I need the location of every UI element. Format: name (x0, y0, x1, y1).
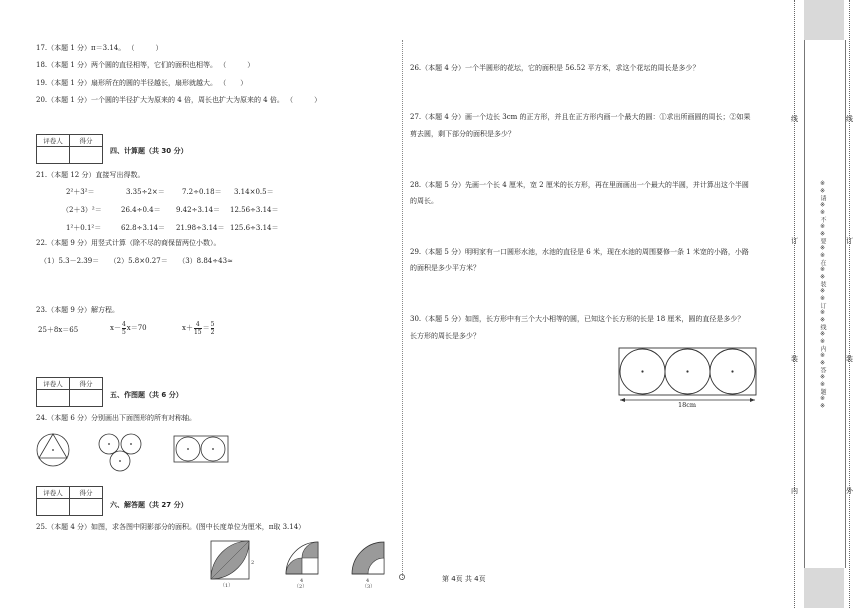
score-cell (70, 499, 103, 516)
calc-r3c4: 125.6÷3.14＝ (230, 224, 279, 232)
margin-char-ding-outer: 订 (791, 237, 798, 245)
question-26: 26.（本题 4 分）一个半圆形的花坛，它的面积是 56.52 平方米，求这个花坛的周长是多少？ (410, 64, 700, 72)
equation-3-numerator-1: 4 (195, 320, 200, 328)
calc-r3c1: 1²＋0.1²＝ (66, 224, 102, 232)
question-19: 19.（本题 1 分）扇形所在的圆的半径越长，扇形就越大。 （ ） (36, 79, 248, 87)
bottom-gray-band (804, 568, 844, 608)
question-21: 21.（本题 12 分）直接写出得数。 (36, 171, 145, 179)
fig3-label: （3） (362, 584, 376, 588)
question-29-line2: 的面积是多少平方米？ (410, 264, 480, 272)
calc-r2c3: 9.42÷3.14＝ (176, 206, 221, 214)
fig2-label: （2） (294, 584, 308, 588)
score-cell (70, 147, 103, 164)
circle-triangle-figure (34, 430, 74, 470)
question-17: 17.（本题 1 分）π＝3.14。 （ ） (36, 44, 163, 52)
score-table-section5 (36, 377, 103, 407)
margin-char-xian-inner: 线 (846, 115, 853, 123)
outer-dotted-line (794, 0, 795, 608)
section5-title: 五、作图题（共 6 分） (110, 391, 183, 399)
equation-3-numerator-2: 5 (210, 320, 215, 328)
equation-3-fraction-1 (194, 321, 202, 336)
equation-2 (110, 320, 147, 336)
top-gray-band (804, 0, 844, 40)
margin-char-wai: 外 (846, 487, 853, 495)
reviewer-cell (37, 147, 70, 164)
equation-3-denominator-1: 15 (193, 328, 202, 336)
reviewer-cell (37, 499, 70, 516)
score-cell (70, 390, 103, 407)
question-18: 18.（本题 1 分）两个圆的直径相等，它们的面积也相等。 （ ） (36, 61, 255, 69)
margin-char-zhuang-inner: 装 (846, 355, 853, 363)
rect-two-circles-figure (172, 434, 232, 464)
fig3-dim: 4 (366, 578, 370, 584)
question-25: 25.（本题 4 分）如图，求各图中阴影部分的面积。(图中长度单位为厘米，π取 3.14） (36, 523, 306, 531)
equation-2-right: x＝70 (126, 324, 147, 332)
equation-3-fraction-2 (211, 321, 215, 336)
question-27-line1: 27.（本题 4 分）画一个边长 3cm 的正方形，并且在正方形内画一个最大的圆：①求出所画圆的周长；②如果 (410, 113, 751, 121)
question-22-items: （1）5.3－2.39＝ （2）5.8×0.27＝ （3）8.84÷43≈ (40, 257, 233, 265)
equation-3 (182, 320, 215, 336)
calc-r2c1: （2＋3）²＝ (62, 206, 102, 214)
fig2-dim: 4 (300, 578, 304, 584)
margin-char-ding-inner: 订 (846, 237, 853, 245)
score-table-section6 (36, 486, 103, 516)
question-29-line1: 29.（本题 5 分）明明家有一口圆形水池，水池的直径是 6 米，现在水池的周围要修一条 1 米宽的小路，小路 (410, 248, 749, 256)
equation-2-denominator: 5 (121, 328, 126, 336)
calc-r1c4: 3.14×0.5＝ (234, 188, 274, 196)
column-divider (402, 40, 403, 580)
question-28-line2: 的周长。 (410, 197, 438, 205)
page-number: 第 4页 共 4页 (442, 575, 486, 583)
equation-2-fraction (122, 321, 126, 336)
equation-3-left: x＋ (182, 324, 193, 332)
no-answer-notice: ※※请※※不※※要※※在※※装※※订※※线※※内※※答※※题※※ (819, 180, 826, 410)
rect-length-label: 18cm (678, 401, 697, 409)
calc-r1c1: 2²＋3²＝ (66, 188, 95, 196)
equation-3-denominator-2: 2 (210, 328, 215, 336)
rect-three-circles-figure (616, 345, 760, 409)
reviewer-label: 评卷人 (37, 378, 70, 390)
calc-r3c3: 21.98÷3.14＝ (176, 224, 225, 232)
question-28-line1: 28.（本题 5 分）先画一个长 4 厘米，宽 2 厘米的长方形，再在里面画出一个最大的半圆，并计算出这个半圆 (410, 181, 749, 189)
shaded-semicircles-figure (282, 538, 326, 588)
binding-margin (785, 0, 860, 608)
question-20: 20.（本题 1 分）一个圆的半径扩大为原来的 4 倍，周长也扩大为原来的 4 倍。 （ ） (36, 96, 322, 104)
margin-char-zhuang-outer: 装 (791, 355, 798, 363)
calc-r2c4: 12.56÷3.14＝ (230, 206, 279, 214)
question-24: 24.（本题 6 分）分别画出下面图形的所有对称轴。 (36, 414, 197, 422)
score-label: 得分 (70, 378, 103, 390)
section6-title: 六、解答题（共 27 分） (110, 501, 188, 509)
reviewer-label: 评卷人 (37, 135, 70, 147)
equation-2-left: x－ (110, 324, 121, 332)
equation-1: 25＋8x＝65 (38, 326, 79, 334)
calc-r2c2: 26.4÷0.4＝ (121, 206, 161, 214)
margin-char-xian-outer: 线 (791, 115, 798, 123)
question-30-line2: 长方形的周长是多少？ (410, 332, 480, 340)
equation-2-numerator: 4 (121, 320, 126, 328)
question-27-line2: 剪去圆，剩下部分的面积是多少？ (410, 130, 515, 138)
shaded-leaf-figure (208, 538, 260, 588)
shaded-quarter-figure (348, 538, 392, 588)
section4-title: 四、计算题（共 30 分） (110, 147, 188, 155)
binding-hole-icon (398, 573, 406, 581)
inner-dotted-line (849, 0, 850, 608)
margin-char-nei: 内 (791, 487, 798, 495)
equation-3-equals: ＝ (202, 324, 210, 332)
three-circles-figure (96, 431, 144, 473)
fig1-dim: 2 (251, 560, 255, 566)
calc-r1c2: 3.35÷2×＝ (126, 188, 165, 196)
question-30-line1: 30.（本题 5 分）如图，长方形中有三个大小相等的圆，已知这个长方形的长是 18 厘米，圆的直径是多少？ (410, 315, 745, 323)
question-22: 22.（本题 9 分）用竖式计算（除不尽的商保留两位小数）。 (36, 239, 221, 247)
reviewer-label: 评卷人 (37, 487, 70, 499)
reviewer-cell (37, 390, 70, 407)
score-label: 得分 (70, 135, 103, 147)
calc-r3c2: 62.8÷3.14＝ (121, 224, 166, 232)
score-label: 得分 (70, 487, 103, 499)
question-23: 23.（本题 9 分）解方程。 (36, 306, 120, 314)
fig1-label: （1） (220, 583, 234, 588)
score-table-section4 (36, 134, 103, 164)
calc-r1c3: 7.2÷0.18＝ (182, 188, 222, 196)
